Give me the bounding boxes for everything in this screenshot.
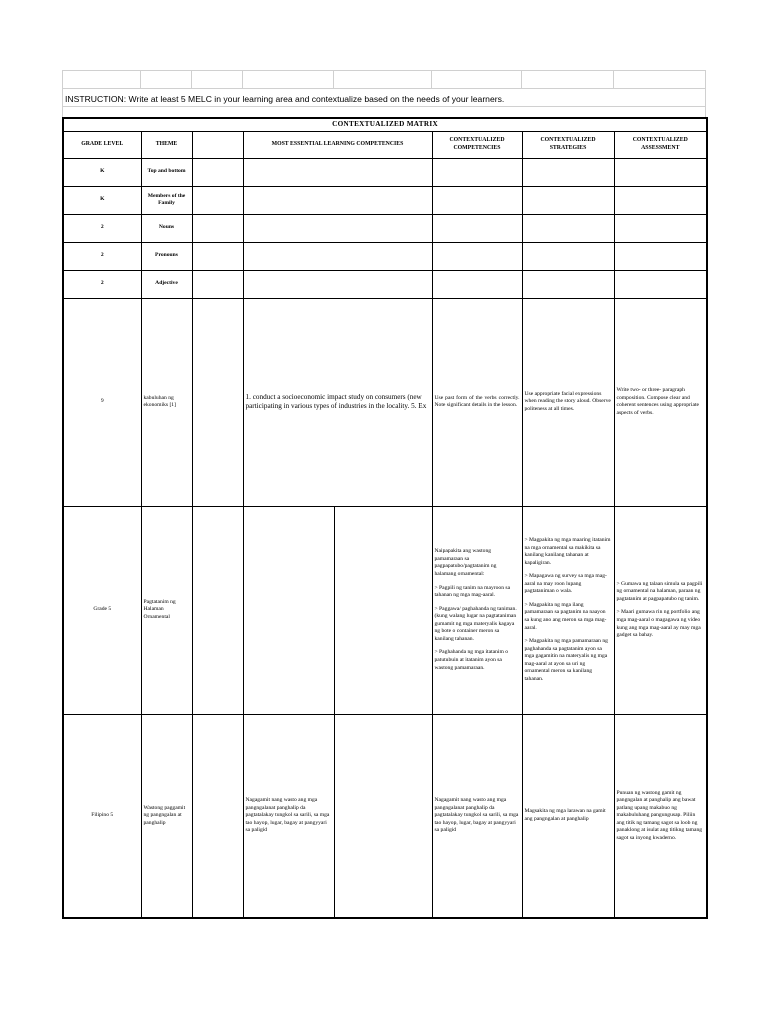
list-item: Naipapakita ang wastong pamamaraan sa pagpapatubo/pagtatanim ng halamang ornamental: xyxy=(434,548,497,578)
table-row xyxy=(63,506,707,714)
empty-cell xyxy=(192,131,243,158)
table-row xyxy=(63,298,707,506)
grade-cell: Filipino 5 xyxy=(63,714,141,918)
theme-cell: Pronouns xyxy=(141,242,192,270)
list-item: > Paggawa/ paghahanda ng taniman. (kung walang lugar na pagtataniman gumamit ng mga materyalis kagaya ng bote o container meron sa kanilang tahanan. xyxy=(434,605,517,642)
grade-cell: 2 xyxy=(63,242,141,270)
header-row xyxy=(63,131,707,158)
header-theme: THEME xyxy=(141,131,192,158)
assessment-cell: Punuan ng wastong gamit ng pangngalan at panghalip ang bawat patlang upang makabuo ng makabuluhang pangungusap. Piliin ang titik ng tamang sagot sa loob ng panaklong at isulat ang titikng tamang sagot sa inyong kwaderno. xyxy=(614,714,707,918)
theme-cell: Members of the Family xyxy=(141,186,192,214)
strategies-cell: Magsakita ng mga larawan na gamit ang pangngalan at panghalip xyxy=(522,714,614,918)
list-item: > Paghahanda ng mga itatanim o patutubuin at itatanim ayon sa wastong pamamaraan. xyxy=(434,649,509,671)
list-item: > Magpakita ng mga pamamaraan ng paghahanda sa pagtatanim ayon sa mga gagamitin na materyalis ng mga mag-aaral at ayon sa uri ng ornamental meron sa kanilang tahanan. xyxy=(524,638,608,682)
table-row xyxy=(63,242,707,270)
list-item: > Mapagawa ng survey sa mga mag-aaral na may roon lupang pagtataniman o wala. xyxy=(524,573,607,595)
grade-cell: 2 xyxy=(63,214,141,242)
assessment-cell: Write two- or three- paragraph composition. Compose clear and coherent sentences using appropriate aspects of verbs. xyxy=(614,298,707,506)
competencies-cell: Use past form of the verbs correctly. Note significant details in the lesson. xyxy=(432,298,522,506)
table-row xyxy=(63,186,707,214)
melc-cell: Nagagamit nang wasto ang mga pangngalanat panghalip da pagtatalakay tungkol sa sarili, sa mga tao hayop, lugar, bagay at pangyyari sa paligid xyxy=(243,714,334,918)
grade-cell: K xyxy=(63,186,141,214)
melc-cell xyxy=(243,298,432,506)
strategies-cell: Use appropriate facial expressions when reading the story aloud. Observe politeness at all times. xyxy=(522,298,614,506)
header-contextualized-strategies: CONTEXTUALIZED STRATEGIES xyxy=(522,131,614,158)
theme-cell: Pagtatanim ng Halaman Ornamental xyxy=(141,506,192,714)
melc-line: participating in various types of industries in the locality. 5. Ex xyxy=(245,402,427,411)
competencies-cell xyxy=(432,506,522,714)
list-item: > Maari gumawa rin ng portfolio ang mga mag-aaral o magagawa ng video kung ang mga mag-aaral ay may mga gadget sa bahay. xyxy=(616,609,701,639)
list-item: > Pagpili ng tanim na mayroon sa tahanan ng mga mag-aaral. xyxy=(434,584,511,599)
theme-cell: kabuluhan ng ekonomiks [1] xyxy=(141,298,192,506)
table-row xyxy=(63,714,707,918)
competencies-cell: Nagagamit nang wasto ang mga pangngalanat panghalip da pagtatalakay tungkol sa sarili, sa mga tao hayop, lugar, bagay at pangyyari sa paligid xyxy=(432,714,522,918)
theme-cell: Top and bottom xyxy=(141,158,192,186)
grade-cell: Grade 5 xyxy=(63,506,141,714)
strategies-cell xyxy=(522,506,614,714)
instruction-text: INSTRUCTION: Write at least 5 MELC in your learning area and contextualize based on the needs of your learners. xyxy=(65,94,505,104)
grade-cell: 2 xyxy=(63,270,141,298)
header-contextualized-competencies: CONTEXTUALIZED COMPETENCIES xyxy=(432,131,522,158)
melc-line: 1. conduct a socioeconomic impact study on consumers (new xyxy=(245,392,422,401)
table-row xyxy=(63,158,707,186)
header-melc: MOST ESSENTIAL LEARNING COMPETENCIES xyxy=(243,131,432,158)
theme-cell: Wastong paggamit ng pangngalan at panghalip xyxy=(141,714,192,918)
header-contextualized-assessment: CONTEXTUALIZED ASSESSMENT xyxy=(614,131,707,158)
contextualized-matrix-table xyxy=(62,117,708,919)
matrix-title: CONTEXTUALIZED MATRIX xyxy=(63,118,707,131)
header-grade-level: GRADE LEVEL xyxy=(63,131,141,158)
assessment-cell xyxy=(614,506,707,714)
table-row xyxy=(63,214,707,242)
grade-cell: K xyxy=(63,158,141,186)
table-row xyxy=(63,270,707,298)
title-row xyxy=(63,118,707,131)
theme-cell: Adjective xyxy=(141,270,192,298)
list-item: > Gumawa ng talaan simula sa pagpili ng ornamental na halaman, paraan ng pagtatanim at pagpapatubo ng tanim. xyxy=(616,580,703,602)
list-item: > Magpakita ng mga ilang pamamaraan sa pagtanim na naayon sa kung ano ang meron sa mga mag-aaral. xyxy=(524,601,607,631)
grade-cell: 9 xyxy=(63,298,141,506)
list-item: > Magpakita ng mga maaring itatanim na mga ornamental sa makikita sa kanilang kanilang tahanan at kapaligiran. xyxy=(524,537,611,566)
theme-cell: Nouns xyxy=(141,214,192,242)
